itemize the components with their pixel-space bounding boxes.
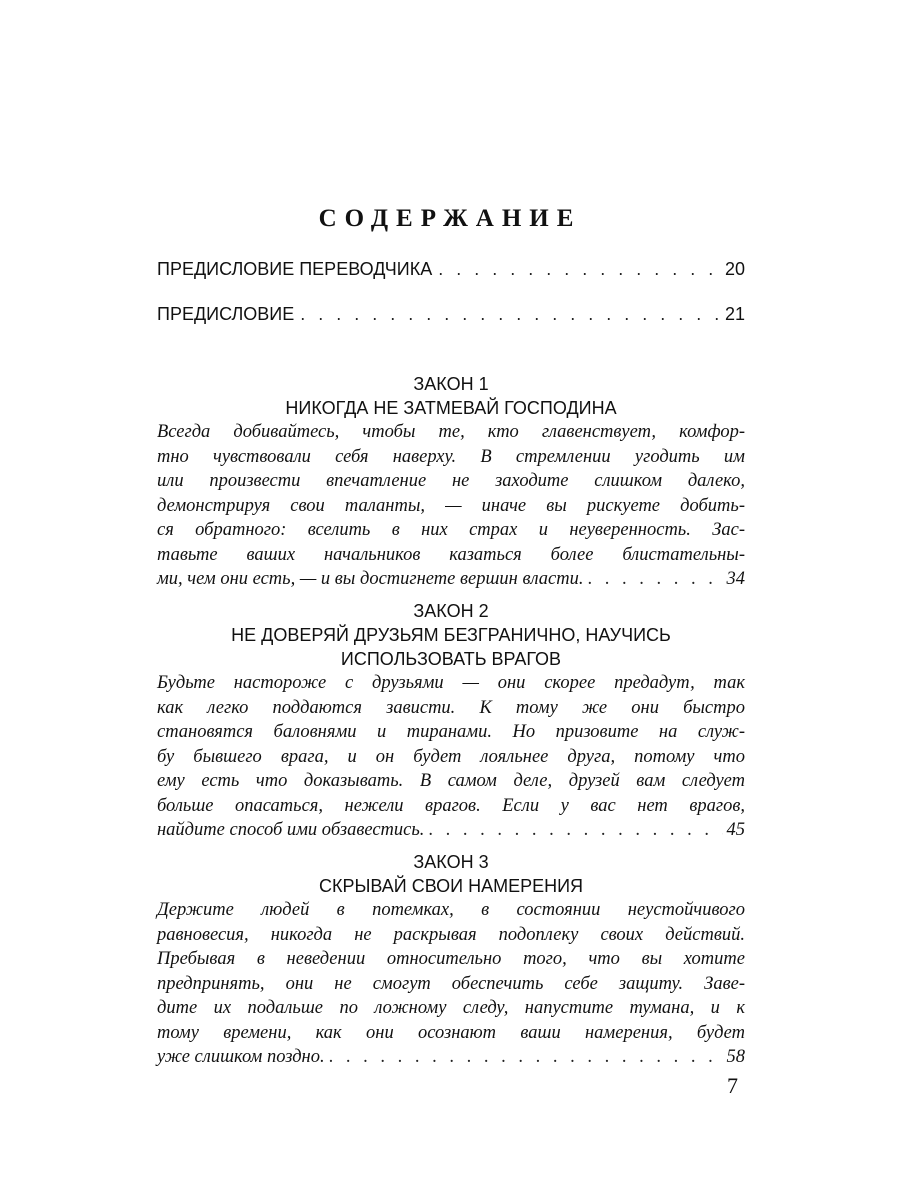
dot-leader bbox=[428, 818, 722, 843]
law-description bbox=[157, 420, 745, 592]
law-description bbox=[157, 671, 745, 843]
law-title: СКРЫВАЙ СВОИ НАМЕРЕНИЯ bbox=[318, 876, 584, 896]
desc-line: или произвести впечатление не заходите слишком далеко, bbox=[157, 471, 745, 491]
dot-leader bbox=[300, 302, 719, 326]
desc-line: тому времени, как они осознают ваши намерения, будет bbox=[157, 1022, 745, 1043]
law-page: 45 bbox=[726, 820, 745, 840]
toc-entry-page: 20 bbox=[724, 259, 745, 279]
toc-entry-page: 21 bbox=[724, 304, 745, 324]
desc-line: уже слишком поздно. bbox=[157, 1047, 325, 1067]
toc-entry-label: ПРЕДИСЛОВИЕ ПЕРЕВОДЧИКА bbox=[157, 259, 433, 279]
desc-line: ся обратного: вселить в них страх и неуверенность. Зас- bbox=[157, 520, 745, 540]
desc-last-line bbox=[157, 567, 745, 592]
toc-entry-preface bbox=[157, 302, 745, 326]
law-page: 34 bbox=[726, 569, 745, 589]
desc-line: как легко поддаются зависти. К тому же они быстро bbox=[157, 697, 745, 718]
law-number: ЗАКОН 3 bbox=[413, 852, 489, 872]
law-2-section bbox=[157, 599, 745, 843]
law-description bbox=[157, 898, 745, 1070]
desc-line: дите их подальше по ложному следу, напустите тумана, и к bbox=[157, 998, 745, 1018]
desc-line: демонстрируя свои таланты, — иначе вы рискуете добить- bbox=[157, 495, 745, 516]
toc-entry-translator-preface bbox=[157, 257, 745, 281]
desc-line: тно чувствовали себя наверху. В стремлении угодить им bbox=[157, 446, 745, 467]
desc-line: становятся баловнями и тиранами. Но призовите на служ- bbox=[157, 722, 745, 742]
desc-line: найдите способ ими обзавестись. bbox=[157, 820, 425, 840]
dot-leader bbox=[587, 567, 722, 592]
law-1-section bbox=[157, 372, 745, 592]
law-title: НИКОГДА НЕ ЗАТМЕВАЙ ГОСПОДИНА bbox=[285, 398, 617, 418]
desc-line: предпринять, они не смогут обеспечить себе защиту. Заве- bbox=[157, 973, 745, 994]
page-title: СОДЕРЖАНИЕ bbox=[318, 205, 582, 232]
toc-entry-label: ПРЕДИСЛОВИЕ bbox=[157, 304, 295, 324]
desc-line: Будьте настороже с друзьями — они скорее предадут, так bbox=[157, 673, 745, 693]
desc-last-line bbox=[157, 818, 745, 843]
law-number: ЗАКОН 2 bbox=[413, 601, 489, 621]
law-number: ЗАКОН 1 bbox=[413, 374, 489, 394]
desc-line: равновесия, никогда не раскрывая подоплеку своих действий. bbox=[157, 924, 745, 945]
desc-line: бу бывшего врага, и он будет лояльнее друга, потому что bbox=[157, 746, 745, 767]
law-title: НЕ ДОВЕРЯЙ ДРУЗЬЯМ БЕЗГРАНИЧНО, НАУЧИСЬ bbox=[231, 625, 671, 645]
dot-leader bbox=[329, 1045, 723, 1070]
desc-line: больше опасаться, нежели врагов. Если у вас нет врагов, bbox=[157, 795, 745, 816]
law-title: ИСПОЛЬЗОВАТЬ ВРАГОВ bbox=[340, 649, 562, 669]
law-3-section bbox=[157, 850, 745, 1070]
page-number: 7 bbox=[727, 1073, 738, 1098]
desc-line: тавьте ваших начальников казаться более блистательны- bbox=[157, 544, 745, 565]
desc-line: Пребывая в неведении относительно того, что вы хотите bbox=[157, 949, 745, 969]
desc-line: ми, чем они есть, — и вы достигнете вершин власти. bbox=[157, 569, 584, 589]
desc-last-line bbox=[157, 1045, 745, 1070]
desc-line: Всегда добивайтесь, чтобы те, кто главенствует, комфор- bbox=[157, 422, 745, 442]
dot-leader bbox=[438, 257, 719, 281]
desc-line: Держите людей в потемках, в состоянии неустойчивого bbox=[157, 900, 745, 920]
law-page: 58 bbox=[726, 1047, 745, 1067]
desc-line: ему есть что доказывать. В самом деле, друзей вам следует bbox=[157, 771, 745, 791]
